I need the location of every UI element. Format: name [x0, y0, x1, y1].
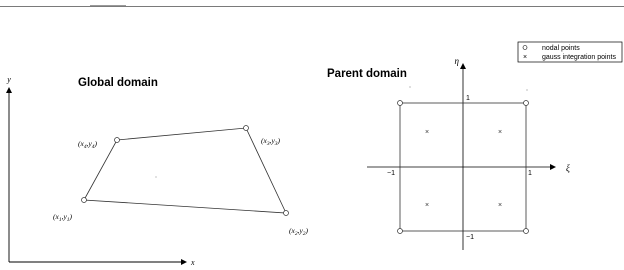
parent-node-bottom-right — [524, 229, 529, 234]
parent-xi-axis-label: ξ — [566, 163, 570, 173]
gauss-point-3: × — [424, 202, 430, 209]
parent-node-top-right — [524, 101, 529, 106]
xi-tick-neg-label: −1 — [387, 170, 395, 177]
speck-dot — [527, 90, 528, 91]
parent-domain-panel — [327, 56, 570, 250]
gauss-point-2: × — [497, 129, 503, 136]
global-node-2 — [284, 211, 289, 216]
eta-tick-neg-label: −1 — [466, 234, 474, 241]
parent-node-bottom-left — [398, 229, 403, 234]
parent-domain-title: Parent domain — [327, 68, 407, 80]
global-node-2-label: $(x_2,y_2)$ — [289, 226, 309, 237]
global-node-4-label: $(x_4,y_4)$ — [78, 139, 98, 150]
global-domain-title: Global domain — [78, 77, 158, 89]
global-y-axis-label: y — [7, 75, 11, 84]
global-node-1 — [82, 198, 87, 203]
parent-node-top-left — [398, 101, 403, 106]
global-node-3 — [244, 126, 249, 131]
legend-nodal-label: nodal points — [542, 45, 580, 52]
xi-tick-pos-label: 1 — [528, 170, 532, 177]
eta-tick-pos-label: 1 — [466, 95, 470, 102]
global-center-dot — [156, 177, 157, 178]
global-domain-panel — [6, 75, 308, 267]
gauss-point-1: × — [424, 129, 430, 136]
global-node-1-label: $(x_1,y_1)$ — [53, 212, 73, 223]
legend — [518, 42, 622, 62]
legend-gauss-symbol: × — [522, 54, 528, 61]
legend-gauss-label: gauss integration points — [542, 54, 616, 61]
gauss-point-4: × — [497, 202, 503, 209]
global-node-4 — [115, 138, 120, 143]
legend-nodal-symbol — [523, 46, 527, 50]
global-node-3-label: $(x_3,y_3)$ — [261, 136, 281, 147]
parent-eta-axis-label: η — [454, 56, 459, 66]
speck-dot — [410, 87, 411, 88]
global-x-axis-label: x — [191, 258, 195, 267]
